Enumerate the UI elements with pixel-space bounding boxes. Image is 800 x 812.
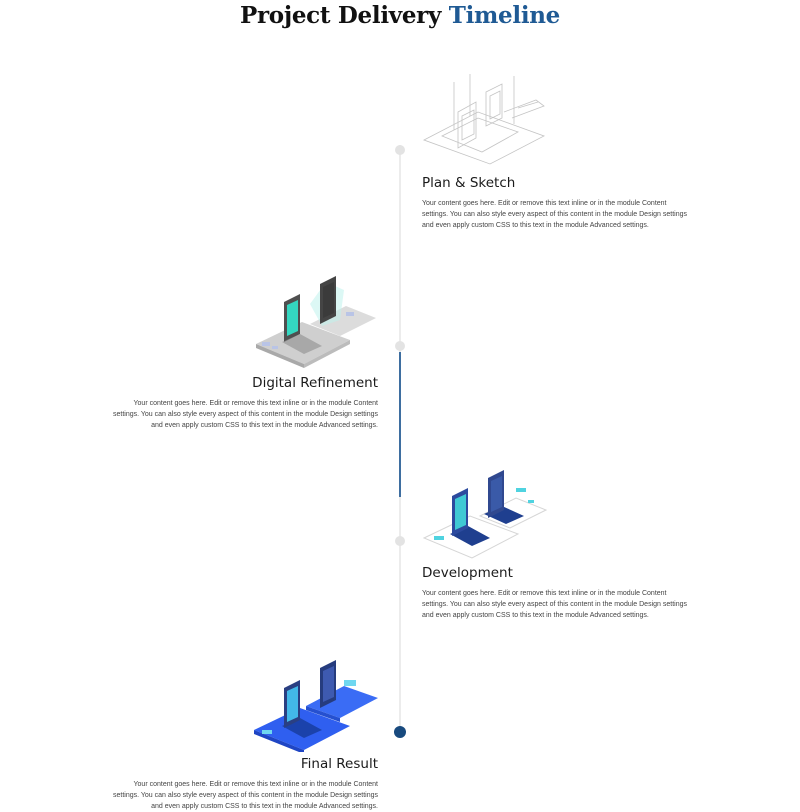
page-title-main: Project Delivery	[239, 2, 442, 29]
entry-body: Your content goes here. Edit or remove this text inline or in the module Content settings. You can also style every aspect of this content in the module Design settings and even apply custom CSS to this text in the module Advanced settings.	[113, 400, 378, 429]
entry-body: Your content goes here. Edit or remove this text inline or in the module Content settings. You can also style every aspect of this content in the module Design settings and even apply custom CSS to this text in the module Advanced settings.	[422, 590, 687, 619]
timeline-entry-digital-refinement	[113, 375, 378, 431]
entry-body: Your content goes here. Edit or remove this text inline or in the module Content settings. You can also style every aspect of this content in the module Design settings and even apply custom CSS to this text in the module Advanced settings.	[113, 781, 378, 810]
timeline-node-2	[395, 341, 405, 351]
page-title	[0, 2, 800, 29]
entry-title: Final Result	[300, 756, 378, 772]
timeline-node-3	[395, 536, 405, 546]
entry-title: Plan & Sketch	[422, 175, 516, 191]
entry-body: Your content goes here. Edit or remove this text inline or in the module Content settings. You can also style every aspect of this content in the module Design settings and even apply custom CSS to this text in the module Advanced settings.	[422, 200, 687, 229]
timeline-entry-final-result	[113, 756, 378, 812]
page-title-accent: Timeline	[448, 2, 561, 29]
timeline-node-1	[395, 145, 405, 155]
gray-device-icon	[252, 274, 378, 370]
timeline-progress	[399, 352, 401, 497]
navy-device-icon	[420, 470, 550, 562]
wireframe-device-icon	[418, 72, 550, 168]
entry-title: Digital Refinement	[252, 375, 378, 391]
timeline-node-4	[394, 726, 406, 738]
entry-title: Development	[422, 565, 513, 581]
timeline-entry-development	[422, 565, 687, 621]
timeline-entry-plan-sketch	[422, 175, 687, 231]
blue-device-icon	[252, 660, 380, 752]
